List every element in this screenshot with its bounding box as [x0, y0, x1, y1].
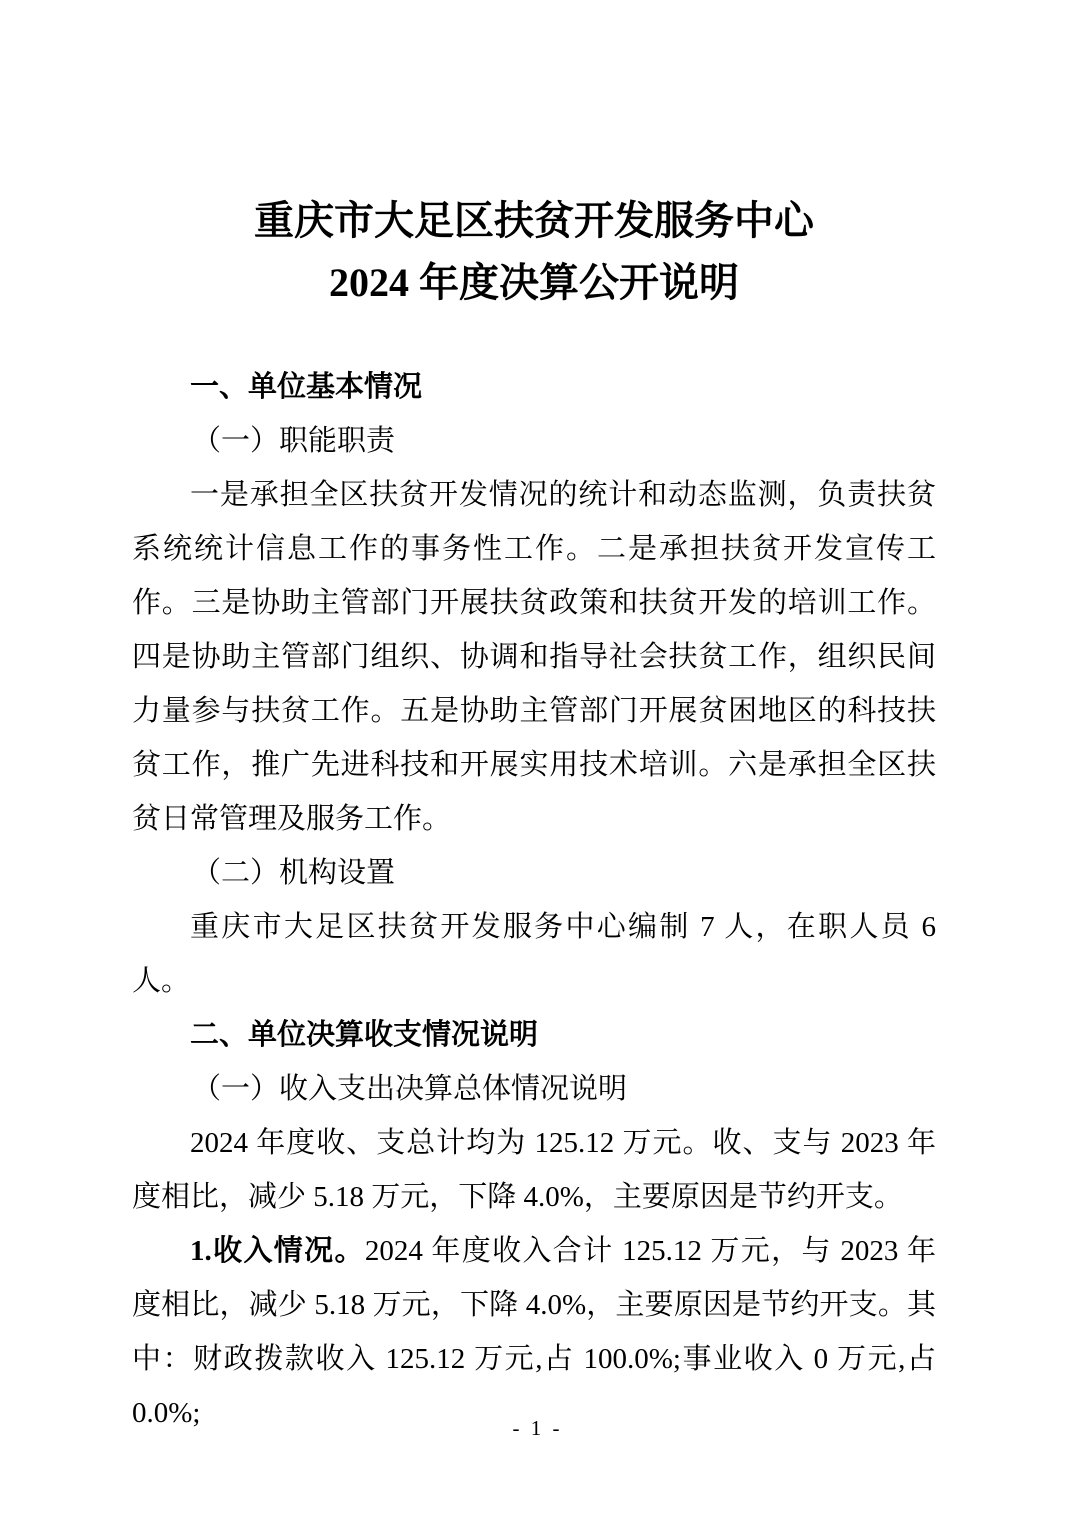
subheading-1-1: （一）职能职责	[192, 425, 396, 457]
section-heading-2: 二、单位决算收支情况说明	[190, 1019, 539, 1051]
paragraph-total: 2024 年度收、支总计均为 125.12 万元。收、支与 2023 年度相比，减少 5.18 万元，下降 4.0%，主要原因是节约开支。	[132, 1127, 936, 1213]
subheading-1-2: （二）机构设置	[192, 857, 396, 889]
paragraph-income	[132, 1224, 936, 1440]
paragraph-staffing: 重庆市大足区扶贫开发服务中心编制 7 人，在职人员 6 人。	[132, 911, 936, 997]
subheading-2-1: （一）收入支出决算总体情况说明	[192, 1073, 628, 1105]
section-heading-1: 一、单位基本情况	[190, 371, 423, 403]
document-title	[132, 190, 936, 314]
paragraph-duties: 一是承担全区扶贫开发情况的统计和动态监测，负责扶贫系统统计信息工作的事务性工作。二是承担扶贫开发宣传工作。三是协助主管部门开展扶贫政策和扶贫开发的培训工作。四是协助主管部门组织、协调和指导社会扶贫工作，组织民间力量参与扶贫工作。五是协助主管部门开展贫困地区的科技扶贫工作，推广先进科技和开展实用技术培训。六是承担全区扶贫日常管理及服务工作。	[132, 479, 936, 835]
page-number: - 1 -	[512, 1416, 563, 1440]
paragraph-income-lead: 1.收入情况。	[190, 1235, 365, 1267]
paragraph-income-rest: 2024 年度收入合计 125.12 万元，与 2023 年度相比，减少 5.18 万元，下降 4.0%，主要原因是节约开支。其中：财政拨款收入 125.12 万元,占 100.0%;事业收入 0 万元,占 0.0%;	[132, 1235, 936, 1429]
document-content	[132, 0, 936, 1440]
document-title-line2: 2024 年度决算公开说明	[329, 260, 739, 305]
document-body	[132, 360, 936, 1440]
document-title-line1: 重庆市大足区扶贫开发服务中心	[254, 198, 814, 243]
